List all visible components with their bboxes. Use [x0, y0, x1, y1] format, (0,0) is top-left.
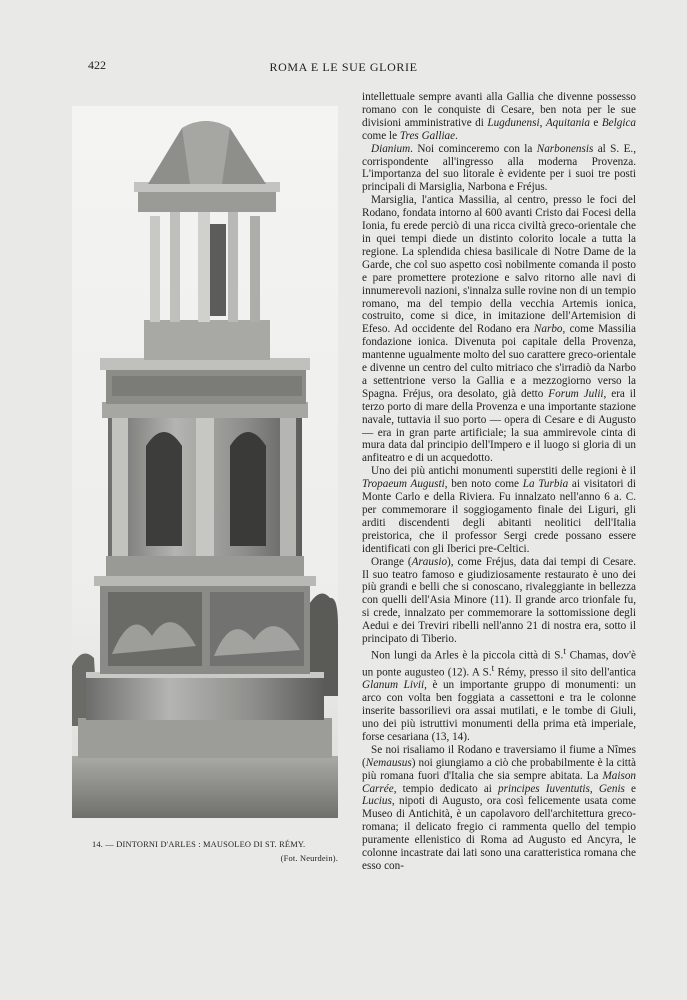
mausoleum-illustration: [72, 106, 338, 818]
mausoleum-photo: [72, 106, 338, 818]
paragraph: Se noi risaliamo il Rodano e traversiamo il fiume a Nîmes (Nemausus) noi giungiamo a ciò che probabilmente è la città più romana fuori d'Italia che sia sempre abitata. La Maison Carrée, tempio dedicato ai principes Iuventutis, Genis e Lucius, nipoti di Augusto, ora così felicemente usata come Museo di Antichità, è un capolavoro dell'architettura greco-romana; il delicato fregio ci rammenta quello del tempio puramente ellenistico di Roma ad Augusto ed Ancyra, le colonne incastrate dai lati sono una caratteristica romana che esso con-: [362, 743, 637, 872]
caption-text: 14. — DINTORNI D'ARLES : MAUSOLEO DI ST. RÉMY.: [92, 840, 306, 849]
paragraph: intellettuale sempre avanti alla Gallia che divenne possesso romano con le conquiste di Cesare, ben nota per le sue divisioni amministrative di Lugdunensi, Aquitania e Belgica come le Tres Galliae.: [362, 91, 636, 142]
paragraph: Non lungi da Arles è la piccola città di S.$^t$ Chamas, dov'è un ponte augusteo (12). A S.$^t$ Rémy, presso il sito dell'antica Glanum Livii, è un importante gruppo di monumenti: un arco con volta ben foggiata a cassettoni e tra le colonne inserite bassorilievi ora assai mutilati, e le tombe di Giuli, uno dei più istruttivi monumenti della prima età imperiale, forse cesariana (13, 14).: [362, 646, 636, 743]
paragraph: Marsiglia, l'antica Massilia, al centro, presso le foci del Rodano, fondata intorno al 600 avanti Cristo dai Focesi della Ionia, fu erede perciò di una ricca civiltà greco-orientale che in quei tempi diede un distinto colorito locale a tutta la regione. La splendida chiesa basilicale di Notre Dame de la Garde, che col suo aspetto così nobilmente comanda il posto e pare promettere protezione e salvo ritorno alle navi di innumerevoli nazioni, s'innalza sulle rovine non di un tempio romano, ma del tempio della vecchia Artemis ionica, costruito, come si dice, in imitazione dell'Artemision di Efeso. Ad occidente del Rodano era Narbo, come Massilia fondazione ionica. Divenuta poi capitale della Provenza, mantenne ugualmente molto del suo carattere greco-orientale e divenne un centro del culto mitriaco che s'irradiò da Narbo a settentrione verso la Gallia e a mezzogiorno verso la Spagna. Fréjus, ora desolato, già detto Forum Julii, era il terzo porto di mare della Provenza e una importante stazione navale, tuttavia il suo porto — opera di Cesare e di Augusto — era in gran parte artificiale; la sua ammirevole cinta di mura data dal principio dell'Impero e il luogo si gloria di un anfiteatro e di un acquedotto.: [362, 194, 637, 465]
body-text: [362, 91, 636, 873]
paragraph: Uno dei più antichi monumenti superstiti delle regioni è il Tropaeum Augusti, ben noto come La Turbia ai visitatori di Monte Carlo e della Riviera. Fu innalzato nell'anno 6 a. C. per commemorare il soggiogamento finale dei Liguri, gli arditi discendenti degli abitanti neolitici dell'Italia preistorica, che il professor Sergi crede possano essere identificati con gli Iberici pre-Celtici.: [362, 465, 636, 555]
paragraph: Dianium. Noi cominceremo con la Narbonensis al S. E., corrispondente all'ingresso alla moderna Provenza. L'importanza del suo litorale è evidente per i suoi tre posti principali di Marsiglia, Narbona e Fréjus.: [362, 142, 636, 194]
running-title: ROMA E LE SUE GLORIE: [269, 60, 418, 74]
figure-caption: [92, 838, 342, 866]
paragraph: Orange (Arausio), come Fréjus, data dai tempi di Cesare. Il suo teatro famoso e giudiziosamente restaurato è uno dei più grandi e belli che si conoscano, rivaleggiante in bellezza con quelli dell'Asia Minore (11). Il grande arco trionfale fu, si crede, innalzato per commemorare la sottomissione degli Aedui e dei Treviri ribelli nell'anno 21 di nostra era, sotto il principato di Tiberio.: [362, 555, 636, 646]
photo-credit: (Fot. Neurdein).: [280, 854, 338, 863]
page-number: 422: [88, 58, 106, 72]
